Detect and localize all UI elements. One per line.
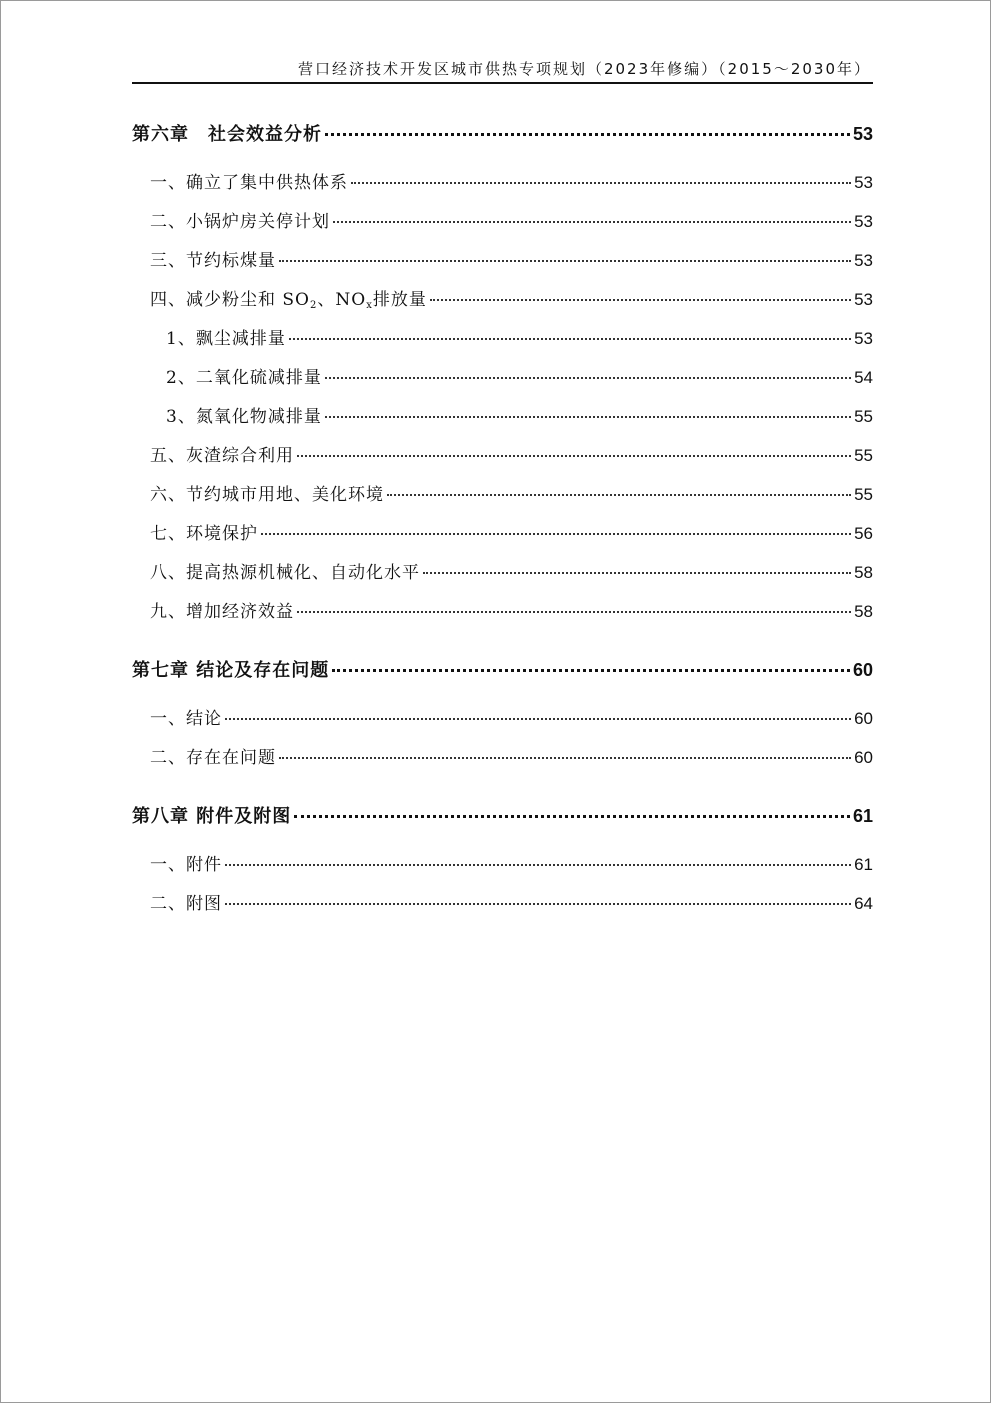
toc-page-number: 64 — [854, 894, 873, 913]
toc-title-part: 、NO — [317, 290, 367, 310]
toc-page-number: 60 — [852, 660, 873, 680]
toc-entry-title — [150, 285, 427, 311]
toc-entry-title: 第六章 社会效益分析 — [132, 124, 322, 145]
toc-entry-title: 第八章 附件及附图 — [132, 806, 292, 827]
toc-entry-title: 五、灰渣综合利用 — [150, 446, 294, 466]
toc-leader-dots — [294, 815, 850, 818]
toc-section-7-2[interactable] — [132, 743, 873, 782]
toc-leader-dots — [279, 260, 851, 262]
toc-subsection-6-4-1[interactable] — [132, 324, 873, 363]
toc-entry-title: 七、环境保护 — [150, 524, 258, 544]
toc-leader-dots — [325, 133, 850, 136]
toc-leader-dots — [332, 669, 850, 672]
toc-title-subscript: x — [366, 300, 373, 311]
toc-leader-dots — [351, 182, 851, 184]
toc-section-6-1[interactable] — [132, 168, 873, 207]
toc-entry-title: 六、节约城市用地、美化环境 — [150, 485, 384, 505]
toc-section-6-8[interactable] — [132, 558, 873, 597]
toc-leader-dots — [430, 299, 851, 301]
toc-leader-dots — [279, 757, 851, 759]
toc-page-number: 55 — [854, 407, 873, 426]
toc-section-6-5[interactable] — [132, 441, 873, 480]
toc-page-number: 55 — [854, 446, 873, 465]
toc-page-number: 53 — [852, 124, 873, 144]
toc-page-number: 58 — [854, 563, 873, 582]
toc-page-number: 55 — [854, 485, 873, 504]
toc-leader-dots — [423, 572, 851, 574]
toc-page-number: 53 — [854, 290, 873, 309]
toc-subsection-6-4-2[interactable] — [132, 363, 873, 402]
toc-leader-dots — [297, 455, 851, 457]
header-title: 营口经济技术开发区城市供热专项规划（2023年修编）（2015～2030年） — [297, 60, 871, 78]
toc-page-number: 53 — [854, 212, 873, 231]
table-of-contents — [132, 120, 873, 928]
toc-chapter-8[interactable] — [132, 802, 873, 832]
toc-leader-dots — [225, 718, 851, 720]
toc-section-6-2[interactable] — [132, 207, 873, 246]
toc-entry-title: 二、小锅炉房关停计划 — [150, 212, 330, 232]
toc-section-6-7[interactable] — [132, 519, 873, 558]
toc-section-8-1[interactable] — [132, 850, 873, 889]
toc-page-number: 54 — [854, 368, 873, 387]
toc-leader-dots — [333, 221, 851, 223]
toc-chapter-7[interactable] — [132, 656, 873, 686]
toc-section-6-9[interactable] — [132, 597, 873, 636]
toc-entry-title: 1、飘尘减排量 — [166, 329, 286, 349]
toc-section-7-1[interactable] — [132, 704, 873, 743]
toc-leader-dots — [289, 338, 851, 340]
toc-chapter-6[interactable] — [132, 120, 873, 150]
toc-page-number: 53 — [854, 329, 873, 348]
toc-leader-dots — [297, 611, 851, 613]
toc-leader-dots — [261, 533, 851, 535]
toc-page-number: 53 — [854, 251, 873, 270]
toc-title-subscript: 2 — [310, 300, 318, 311]
toc-entry-title: 二、附图 — [150, 894, 222, 914]
toc-leader-dots — [325, 416, 851, 418]
toc-entry-title: 一、确立了集中供热体系 — [150, 173, 348, 193]
toc-entry-title: 第七章 结论及存在问题 — [132, 660, 330, 681]
toc-leader-dots — [387, 494, 851, 496]
toc-page-number: 60 — [854, 748, 873, 767]
toc-page-number: 60 — [854, 709, 873, 728]
toc-section-6-4[interactable] — [132, 285, 873, 324]
page-header — [132, 58, 873, 84]
toc-leader-dots — [325, 377, 851, 379]
toc-section-6-6[interactable] — [132, 480, 873, 519]
toc-entry-title: 2、二氧化硫减排量 — [166, 368, 322, 388]
toc-entry-title: 一、结论 — [150, 709, 222, 729]
toc-leader-dots — [225, 864, 851, 866]
toc-page-number: 53 — [854, 173, 873, 192]
toc-title-part: 排放量 — [372, 290, 427, 310]
toc-title-part: 四、减少粉尘和 SO — [150, 290, 310, 310]
toc-entry-title: 八、提高热源机械化、自动化水平 — [150, 563, 420, 583]
toc-entry-title: 3、氮氧化物减排量 — [166, 407, 322, 427]
toc-leader-dots — [225, 903, 851, 905]
toc-entry-title: 三、节约标煤量 — [150, 251, 276, 271]
toc-entry-title: 一、附件 — [150, 855, 222, 875]
toc-page-number: 56 — [854, 524, 873, 543]
toc-entry-title: 九、增加经济效益 — [150, 602, 294, 622]
toc-entry-title: 二、存在在问题 — [150, 748, 276, 768]
toc-subsection-6-4-3[interactable] — [132, 402, 873, 441]
toc-page-number: 58 — [854, 602, 873, 621]
toc-section-8-2[interactable] — [132, 889, 873, 928]
toc-section-6-3[interactable] — [132, 246, 873, 285]
toc-page-number: 61 — [854, 855, 873, 874]
toc-page-number: 61 — [852, 806, 873, 826]
